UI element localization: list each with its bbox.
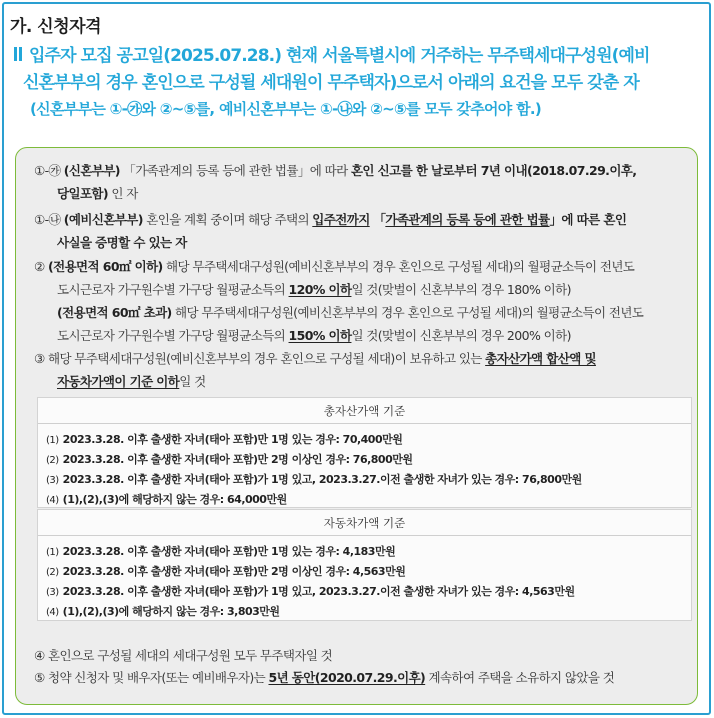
requirement-homeless-household xyxy=(34,644,692,667)
item-continuation xyxy=(34,231,692,254)
requirement-income-large xyxy=(34,301,692,347)
requirements-box xyxy=(15,147,698,705)
item-text: 「 xyxy=(369,212,386,227)
item-underlined: 150% 이하 xyxy=(288,328,352,343)
headline-text-1: 입주자 모집 공고일(2025.07.28.) 현재 서울특별시에 거주하는 무주택세대구성원(예비 xyxy=(29,46,650,66)
item-number: ② xyxy=(34,259,48,274)
table-rows xyxy=(38,536,691,622)
headline-note: (신혼부부는 ①-㉮와 ②~⑤를, 예비신혼부부는 ①-㉯와 ②~⑤를 모두 갖추어야 함.) xyxy=(30,100,542,118)
item-number: ③ xyxy=(34,351,48,366)
requirement-newlywed xyxy=(34,159,692,205)
row-text: 2023.3.28. 이후 출생한 자녀(태아 포함)가 1명 있고, 2023.3.27.이전 출생한 자녀가 있는 경우: 76,800만원 xyxy=(62,473,582,486)
item-text: 일 것 xyxy=(179,374,206,389)
table-row xyxy=(46,562,691,582)
row-text: 2023.3.28. 이후 출생한 자녀(태아 포함)만 2명 이상인 경우: 4,563만원 xyxy=(62,565,406,578)
item-text: 도시근로자 가구원수별 가구당 월평균소득의 xyxy=(57,328,289,343)
row-number: (3) xyxy=(46,587,59,598)
item-number: ①-㉯ xyxy=(34,212,64,227)
item-emphasis: 당일포함) xyxy=(57,186,109,201)
row-text: 2023.3.28. 이후 출생한 자녀(태아 포함)만 2명 이상인 경우: 76,800만원 xyxy=(62,453,413,466)
item-underlined: 자동차가액이 기준 이하 xyxy=(57,374,180,389)
item-continuation xyxy=(34,278,692,301)
asset-criteria-table xyxy=(37,397,692,508)
row-number: (3) xyxy=(46,475,59,486)
item-text: 해당 무주택세대구성원(예비신혼부부의 경우 혼인으로 구성될 세대)이 보유하고 있는 xyxy=(47,351,486,366)
table-row xyxy=(46,602,691,622)
table-header: 총자산가액 기준 xyxy=(38,398,691,424)
item-text: 해당 무주택세대구성원(예비신혼부부의 경우 혼인으로 구성될 세대)의 월평균소득이 전년도 xyxy=(162,259,635,274)
headline-bar-icon xyxy=(14,47,17,61)
car-criteria-table xyxy=(37,509,692,621)
headline-bar-icon xyxy=(19,47,22,61)
item-continuation xyxy=(34,370,692,393)
item-underlined: 입주전까지 xyxy=(312,212,370,227)
item-text: 일 것(맞벌이 신혼부부의 경우 200% 이하) xyxy=(351,328,571,343)
item-underlined: 가족관계의 등록 등에 관한 법률 xyxy=(385,212,550,227)
row-number: (4) xyxy=(46,495,59,506)
item-text: ⑤ 청약 신청자 및 배우자(또는 예비배우자)는 xyxy=(34,670,269,685)
requirement-engaged xyxy=(34,208,692,254)
item-label: (전용면적 60㎡ 초과) xyxy=(57,305,172,320)
item-text: 「가족관계의 등록 등에 관한 법률」에 따라 xyxy=(119,163,351,178)
table-row xyxy=(46,542,691,562)
row-text: (1),(2),(3)에 해당하지 않는 경우: 3,803만원 xyxy=(62,605,280,618)
table-row xyxy=(46,582,691,602)
item-label: (전용면적 60㎡ 이하) xyxy=(47,259,163,274)
row-text: 2023.3.28. 이후 출생한 자녀(태아 포함)만 1명 있는 경우: 4,183만원 xyxy=(62,545,396,558)
item-emphasis: 혼인 신고를 한 날로부터 7년 이내(2018.07.29.이후, xyxy=(350,163,637,178)
table-header: 자동차가액 기준 xyxy=(38,510,691,536)
item-emphasis: 」에 따른 혼인 xyxy=(549,212,627,227)
row-number: (4) xyxy=(46,607,59,618)
item-text: 일 것(맞벌이 신혼부부의 경우 180% 이하) xyxy=(351,282,571,297)
requirement-income-small xyxy=(34,255,692,301)
eligibility-headline xyxy=(14,43,702,121)
item-text: 인 자 xyxy=(108,186,138,201)
item-underlined: 120% 이하 xyxy=(288,282,352,297)
item-label: (예비신혼부부) xyxy=(63,212,143,227)
table-row xyxy=(46,470,691,490)
item-underlined: 총자산가액 합산액 및 xyxy=(485,351,596,366)
requirement-no-ownership xyxy=(34,666,692,689)
headline-line-2: 신혼부부의 경우 혼인으로 구성될 세대원이 무주택자)으로서 아래의 요건을 모두 갖춘 자 xyxy=(23,73,639,93)
row-text: (1),(2),(3)에 해당하지 않는 경우: 64,000만원 xyxy=(62,493,287,506)
item-continuation xyxy=(34,182,692,205)
row-number: (2) xyxy=(46,455,59,466)
row-text: 2023.3.28. 이후 출생한 자녀(태아 포함)만 1명 있는 경우: 70,400만원 xyxy=(62,433,403,446)
item-text: 계속하여 주택을 소유하지 않았을 것 xyxy=(425,670,615,685)
item-label: (신혼부부) xyxy=(63,163,120,178)
item-continuation xyxy=(34,301,692,324)
item-text: 도시근로자 가구원수별 가구당 월평균소득의 xyxy=(57,282,289,297)
requirement-assets xyxy=(34,347,692,393)
item-number: ①-㉮ xyxy=(34,163,64,178)
item-text: ④ 혼인으로 구성될 세대의 세대구성원 모두 무주택자일 것 xyxy=(34,648,333,663)
table-row xyxy=(46,430,691,450)
table-row xyxy=(46,450,691,470)
item-text: 해당 무주택세대구성원(예비신혼부부의 경우 혼인으로 구성될 세대)의 월평균소득이 전년도 xyxy=(171,305,644,320)
section-title: 가. 신청자격 xyxy=(10,17,101,37)
item-text: 혼인을 계획 중이며 해당 주택의 xyxy=(142,212,313,227)
table-row xyxy=(46,490,691,510)
row-number: (1) xyxy=(46,547,59,558)
table-rows xyxy=(38,424,691,510)
item-continuation xyxy=(34,324,692,347)
item-emphasis: 사실을 증명할 수 있는 자 xyxy=(57,235,187,250)
item-underlined: 5년 동안(2020.07.29.이후) xyxy=(268,670,426,685)
row-number: (2) xyxy=(46,567,59,578)
row-number: (1) xyxy=(46,435,59,446)
headline-line-1 xyxy=(14,43,702,70)
row-text: 2023.3.28. 이후 출생한 자녀(태아 포함)가 1명 있고, 2023.3.27.이전 출생한 자녀가 있는 경우: 4,563만원 xyxy=(62,585,575,598)
